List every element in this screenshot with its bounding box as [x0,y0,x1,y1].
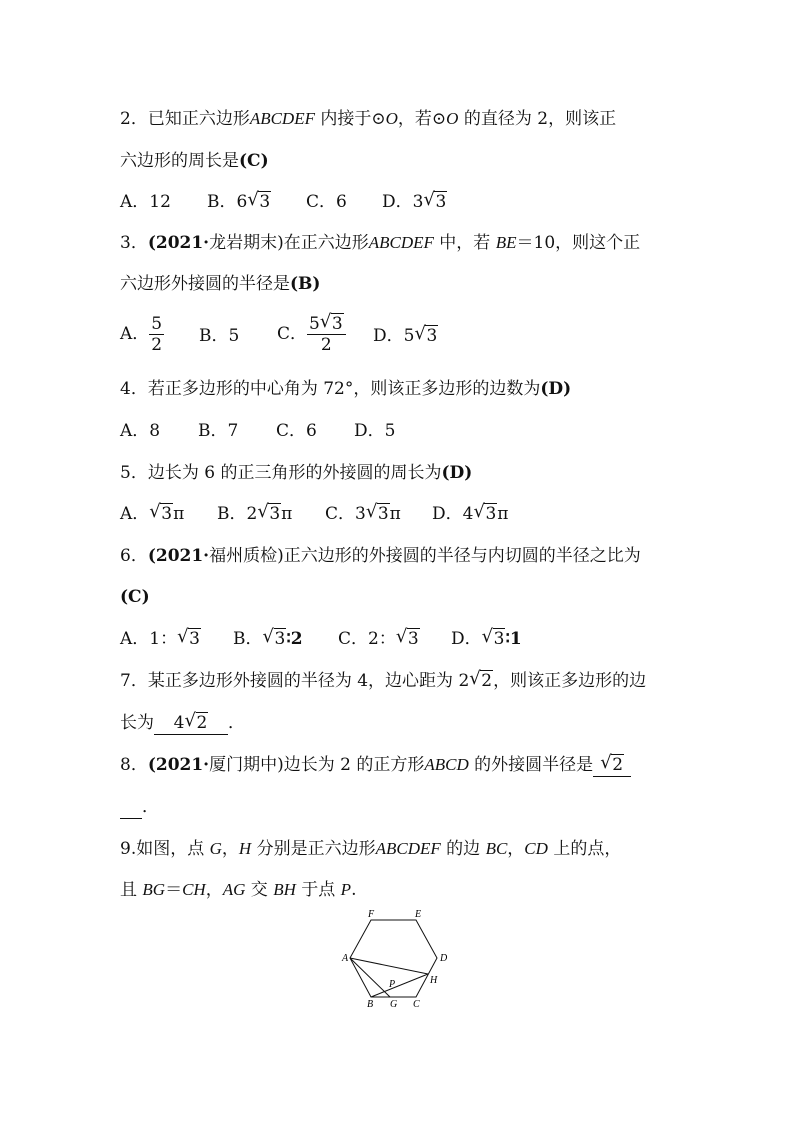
q5-option-b: B．2 √ 3π [217,501,293,524]
q3-text-d: 中，若 [433,233,496,253]
q8-blank-tail [120,796,142,819]
label-e: E [415,909,422,920]
q4-option-a: A．8 [120,421,161,441]
label-c: C [413,999,420,1010]
segment-bh [371,974,428,997]
q9-text-l: 且 [120,880,143,900]
q8-line2-suffix: ． [142,797,159,817]
q9-text-e: 分别是正六边形 [251,839,376,859]
q3-text-a: 3． [120,233,148,253]
q4-option-c: C．6 [276,421,317,441]
q3-text-e: BE [495,233,517,252]
q6-text-a: 6． [120,546,148,566]
q8-answer: √ 2 [593,754,631,777]
q9-text-c: ， [221,839,239,859]
q9-text-j: CD [524,839,548,858]
q3-option-c: C． 5 √ 3 2 [277,314,346,355]
q2-line2 [120,150,269,172]
q2-text-g: 的直径为 2，则该正 [458,109,617,129]
q5-option-d: D．4 √ 3π [432,501,509,524]
segment-ah [350,958,428,974]
q9-text-r: 交 [245,880,274,900]
q2-text-a: 2．已知正六边形 [120,109,250,129]
q7-line1 [120,670,646,692]
label-a: A [342,953,349,964]
q3-line1 [120,232,640,254]
q5-text: 5．边长为 6 的正三角形的外接圆的周长为 [120,463,442,483]
q9-text-o: CH [182,880,206,899]
q8-text-c: ABCD [424,755,469,774]
q7-text-b: ，则该正多边形的边 [493,671,647,691]
q6-line1 [120,545,641,567]
q4-text: 4．若正多边形的中心角为 72°，则该正多边形的边数为 [120,379,541,399]
q9-text-i: ， [507,839,525,859]
q3-text-c: ABCDEF [368,233,434,252]
q2-option-d: D．3 √ 3 [382,189,447,212]
q9-text-s: BH [273,880,296,899]
q7-line2-prefix: 长为 [120,713,154,733]
q9-line2 [120,879,356,901]
q3-text-b: 龙岩期末)在正六边形 [209,233,369,253]
q9-text-n: ＝ [165,880,183,900]
q2-text-e: ，若⊙ [397,109,447,129]
q9-text-p: ， [205,880,223,900]
q8-text-b: 厦门期中)边长为 2 的正方形 [209,755,425,775]
label-b: B [367,999,374,1010]
q9-text-k: 上的点， [547,839,622,859]
q9-text-h: BC [485,839,508,858]
hexagon-figure [330,905,460,1010]
q9-text-u: P [340,880,352,899]
q9-text-a: 9.如图，点 [120,839,210,859]
q5-answer: (D) [441,463,473,483]
q3-text-f: ＝10，则这个正 [516,233,641,253]
q6-answer: (C) [120,587,150,607]
q3-answer: (B) [290,274,321,294]
q2-option-b: B．6 √ 3 [207,189,271,212]
label-g: G [390,999,398,1010]
q2-text-b: ABCDEF [249,109,315,128]
q8-line2 [120,796,159,819]
q7-text-a: 7．某正多边形外接圆的半径为 4，边心距为 2 [120,671,470,691]
q9-text-m: BG [142,880,166,899]
q2-text-c: 内接于⊙ [314,109,386,129]
q3-line2-text: 六边形外接圆的半径是 [120,274,290,294]
segment-ag [350,958,390,997]
q2-line2-text: 六边形的周长是 [120,151,239,171]
q6-option-c: C．2： √ 3 [338,626,419,649]
q4-option-b: B．7 [198,421,239,441]
q4-option-d: D．5 [354,421,396,441]
q9-line1 [120,838,621,860]
q3-option-b: B．5 [199,326,240,346]
q8-line1 [120,754,631,777]
q7-answer: 4 √ 2 [154,712,228,735]
q9-text-g: 的边 [440,839,486,859]
q8-text-d: 的外接圆半径是 [468,755,594,775]
q4-line1 [120,378,571,400]
q2-option-a: A．12 [120,192,171,212]
q2-answer: (C) [239,151,269,171]
q3-line2 [120,273,320,295]
label-h: H [430,975,438,986]
q6-option-b: B． √ 3∶2 [233,626,303,649]
q7-line2-suffix: ． [228,713,245,733]
q9-text-d: H [238,839,252,858]
q3-source: (2021· [147,233,210,253]
q9-text-t: 于点 [295,880,341,900]
q2-option-c: C．6 [306,192,347,212]
q2-line1 [120,108,616,130]
q6-text-b: 福州质检)正六边形的外接圆的半径与内切圆的半径之比为 [209,546,641,566]
label-d: D [440,953,448,964]
q6-option-d: D． √ 3∶1 [451,626,522,649]
label-f: F [368,909,375,920]
q8-source: (2021· [147,755,210,775]
q9-text-f: ABCDEF [375,839,441,858]
q5-option-c: C．3 √ 3π [325,501,401,524]
q4-answer: (D) [540,379,572,399]
q5-option-a: A． √ 3π [120,501,185,524]
q2-text-d: O [385,109,398,128]
q3-option-a: A． $\frac{5}{2}$ [120,314,163,355]
q3-option-d: D．5 √ 3 [373,323,438,346]
q7-line2 [120,712,245,735]
q7-sqrt2: √ 2 [469,668,493,691]
q9-text-b: G [209,839,222,858]
q6-source: (2021· [147,546,210,566]
q9-text-q: AG [222,880,246,899]
q6-option-a: A．1： √ 3 [120,626,200,649]
q9-text-v: . [351,880,357,900]
label-p: P [389,979,396,990]
q5-line1 [120,462,472,484]
q8-text-a: 8． [120,755,148,775]
q2-text-f: O [446,109,459,128]
